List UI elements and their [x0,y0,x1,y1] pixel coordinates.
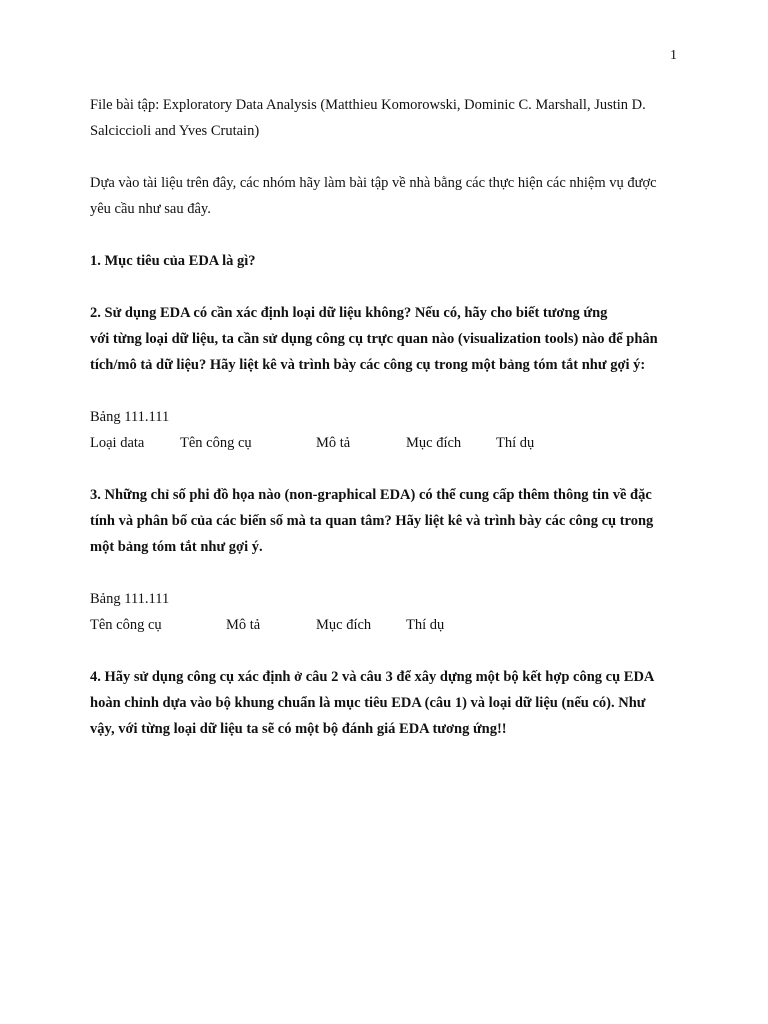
question-4-line: vậy, với từng loại dữ liệu ta sẽ có một bộ đánh giá EDA tương ứng!! [90,721,507,737]
question-2-line: tích/mô tả dữ liệu? Hãy liệt kê và trình bày các công cụ trong một bảng tóm tắt như gợi ý: [90,357,646,373]
table-1-caption: Bảng 111.111 [90,409,170,425]
document-body [90,92,690,742]
question-3-line: 3. Những chỉ số phi đồ họa nào (non-graphical EDA) có thể cung cấp thêm thông tin về đặc [90,487,652,503]
question-1 [90,248,690,274]
question-4 [90,664,690,742]
table-1-header-cell: Mục đích [406,435,462,451]
table-2-header-cell: Mục đích [316,617,372,633]
table-1-header-row [90,430,690,456]
header-line: File bài tập: Exploratory Data Analysis (Matthieu Komorowski, Dominic C. Marshall, Justin D. [90,97,646,113]
question-2-line: 2. Sử dụng EDA có cần xác định loại dữ liệu không? Nếu có, hãy cho biết tương ứng [90,305,608,321]
intro-paragraph [90,170,690,222]
table-2-caption: Bảng 111.111 [90,591,170,607]
table-2-header-cell: Mô tả [226,617,261,633]
table-1-stub [90,404,690,456]
table-1-header-cell: Mô tả [316,435,351,451]
question-1-text: 1. Mục tiêu của EDA là gì? [90,253,256,269]
table-2-header-row [90,612,690,638]
intro-line: yêu cầu như sau đây. [90,201,211,217]
table-2-header-cell: Thí dụ [406,617,445,633]
question-2 [90,300,690,378]
document-header [90,92,690,144]
question-2-line: với từng loại dữ liệu, ta cần sử dụng công cụ trực quan nào (visualization tools) nào để phân [90,331,658,347]
table-1-header-cell: Tên công cụ [180,435,252,451]
header-line: Salciccioli and Yves Crutain) [90,123,260,139]
question-3-line: một bảng tóm tắt như gợi ý. [90,539,263,555]
question-4-line: hoàn chỉnh dựa vào bộ khung chuẩn là mục tiêu EDA (câu 1) và loại dữ liệu (nếu có). Như [90,695,646,711]
table-1-header-cell: Thí dụ [496,435,535,451]
table-2-stub [90,586,690,638]
page-number: 1 [670,48,677,63]
question-3 [90,482,690,560]
question-4-line: 4. Hãy sử dụng công cụ xác định ở câu 2 và câu 3 để xây dựng một bộ kết hợp công cụ EDA [90,669,655,685]
intro-line: Dựa vào tài liệu trên đây, các nhóm hãy làm bài tập về nhà bằng các thực hiện các nhiệm vụ được [90,175,657,191]
question-3-line: tính và phân bố của các biến số mà ta quan tâm? Hãy liệt kê và trình bày các công cụ trong [90,513,654,529]
table-1-header-cell: Loại data [90,435,145,451]
table-2-header-cell: Tên công cụ [90,617,162,633]
